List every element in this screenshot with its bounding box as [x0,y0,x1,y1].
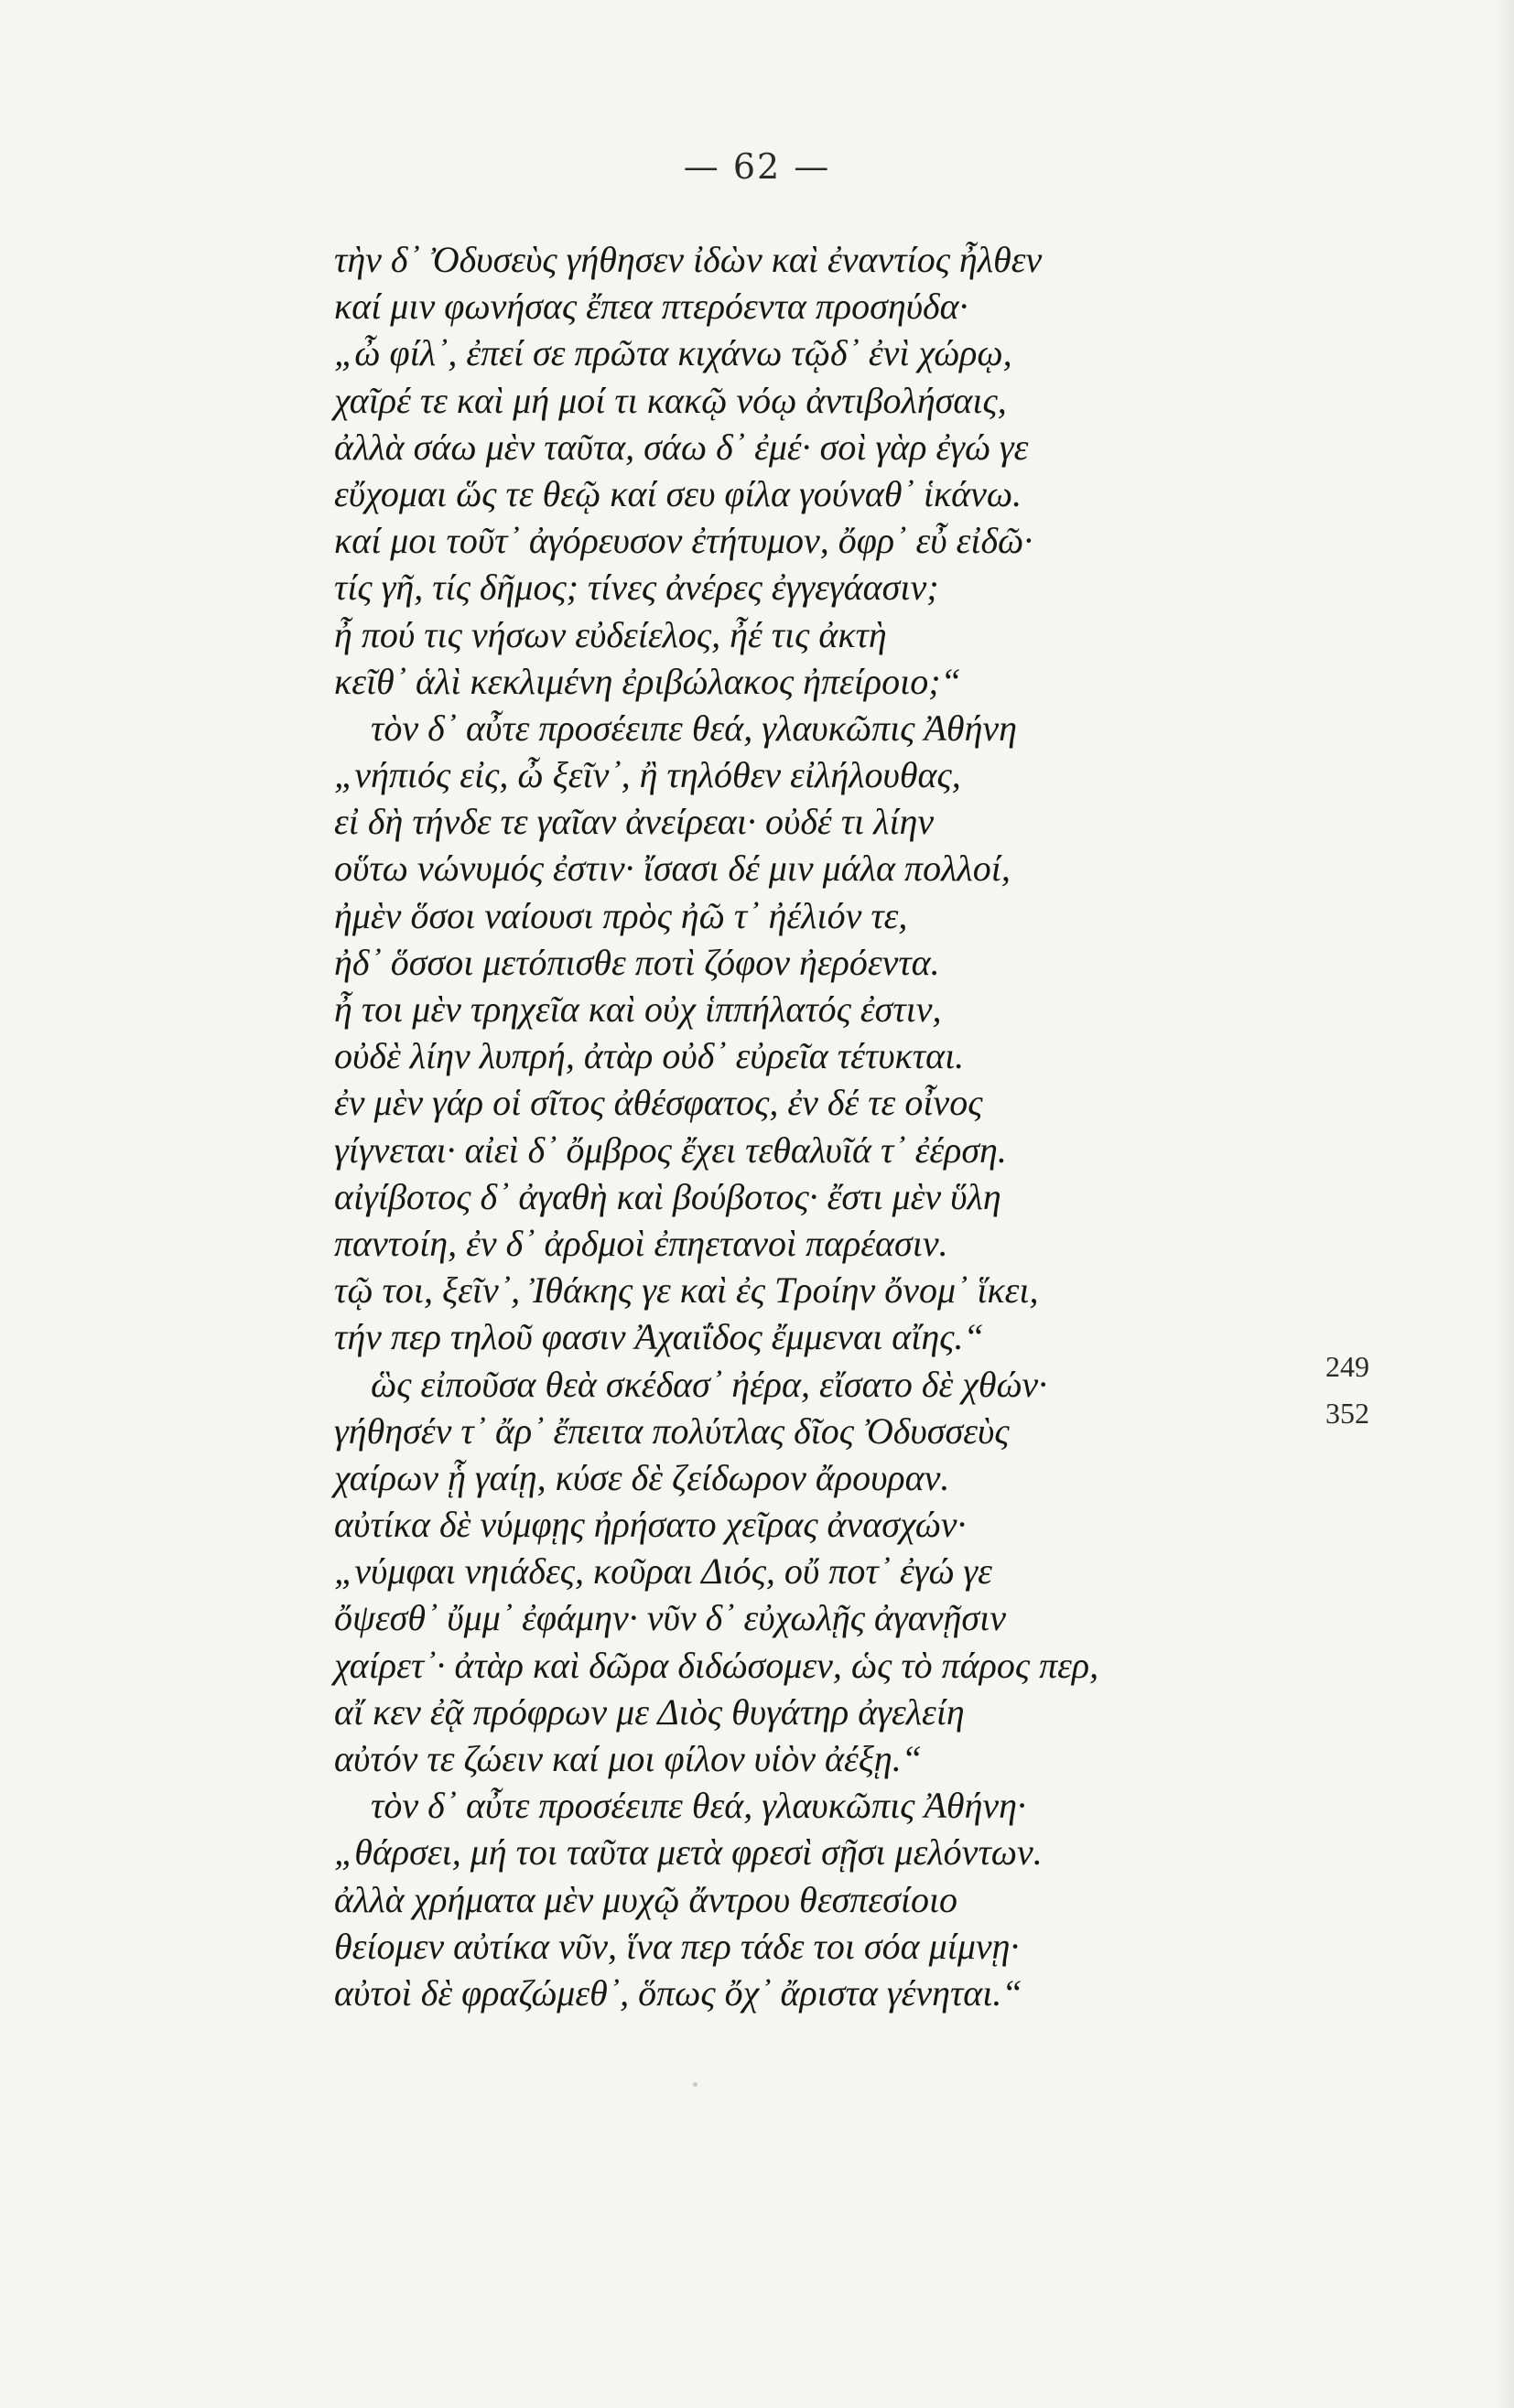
verse-line: αἰγίβοτος δ᾽ ἀγαθὴ καὶ βούβοτος· ἔστι μὲν ὕλη [334,1175,1001,1217]
verse-line: τίς γῆ, τίς δῆμος; τίνες ἀνέρες ἐγγεγάασιν; [334,567,939,609]
verse-line: „θάρσει, μή τοι ταῦτα μετὰ φρεσὶ σῇσι μελόντων. [334,1831,1043,1873]
verse-line: ἦ πού τις νήσων εὐδείελος, ἦέ τις ἀκτὴ [334,613,887,655]
verse-line: αὐτόν τε ζώειν καί μοι φίλον υἱὸν ἀέξῃ.“ [334,1738,922,1779]
verse-line: ὄψεσθ᾽ ὔμμ᾽ ἐφάμην· νῦν δ᾽ εὐχωλῇς ἀγανῇσιν [334,1597,1006,1639]
verse-line: παντοίη, ἐν δ᾽ ἀρδμοὶ ἐπηετανοὶ παρέασιν. [334,1222,948,1264]
verse-line: ὣς εἰποῦσα θεὰ σκέδασ᾽ ἠέρα, εἴσατο δὲ χθών· [371,1363,1048,1405]
verse-line: χαίρετ᾽· ἀτὰρ καὶ δῶρα διδώσομεν, ὡς τὸ πάρος περ, [334,1644,1099,1686]
verse-line: αὐτοὶ δὲ φραζώμεθ᾽, ὅπως ὄχ᾽ ἄριστα γένηται.“ [334,1971,1022,2014]
page-number: — 62 — [683,146,831,187]
verse-line: τῷ τοι, ξεῖν᾽, Ἰθάκης γε καὶ ἐς Τροίην ὄνομ᾽ ἵκει, [334,1269,1039,1312]
verse-line: καί μιν φωνήσας ἔπεα πτερόεντα προσηύδα· [334,286,968,328]
verse-line: οὕτω νώνυμός ἐστιν· ἴσασι δέ μιν μάλα πολλοί, [334,848,1011,890]
verse-line: οὐδὲ λίην λυπρή, ἀτὰρ οὐδ᾽ εὐρεῖα τέτυκται. [334,1035,965,1077]
verse-text-block [334,236,1249,2016]
verse-line: „νύμφαι νηιάδες, κοῦραι Διός, οὔ ποτ᾽ ἐγώ γε [334,1550,992,1593]
verse-line: εἰ δὴ τήνδε τε γαῖαν ἀνείρεαι· οὐδέ τι λίην [334,801,935,843]
verse-line: εὔχομαι ὥς τε θεῷ καί σευ φίλα γούναθ᾽ ἱκάνω. [334,472,1022,514]
verse-line: ἠδ᾽ ὅσσοι μετόπισθε ποτὶ ζόφον ἠερόεντα. [334,941,940,983]
verse-line: κεῖθ᾽ ἁλὶ κεκλιμένη ἐριβώλακος ἠπείροιο;“ [334,660,961,702]
margin-number: 249 [1325,1350,1369,1383]
verse-line: τὴν δ᾽ Ὀδυσεὺς γήθησεν ἰδὼν καὶ ἐναντίος ἦλθεν [334,239,1043,280]
verse-line: „ὦ φίλ᾽, ἐπεί σε πρῶτα κιχάνω τῷδ᾽ ἐνὶ χώρῳ, [334,332,1012,374]
verse-line: αἴ κεν ἐᾷ πρόφρων με Διὸς θυγάτηρ ἀγελείη [334,1690,965,1733]
verse-line: ἀλλὰ χρήματα μὲν μυχῷ ἄντρου θεσπεσίοιο [334,1878,958,1920]
verse-line: τήν περ τηλοῦ φασιν Ἀχαιΐδος ἔμμεναι αἴης.“ [334,1316,984,1358]
verse-line: ἐν μὲν γάρ οἱ σῖτος ἀθέσφατος, ἐν δέ τε οἶνος [334,1082,983,1124]
verse-line: γήθησέν τ᾽ ἄρ᾽ ἔπειτα πολύτλας δῖος Ὀδυσσεὺς [334,1409,1010,1452]
verse-line: καί μοι τοῦτ᾽ ἀγόρευσον ἐτήτυμον, ὄφρ᾽ εὖ εἰδῶ· [334,520,1033,562]
verse-line: χαίρων ᾗ γαίῃ, κύσε δὲ ζείδωρον ἄρουραν. [334,1456,950,1498]
verse-line: θείομεν αὐτίκα νῦν, ἵνα περ τάδε τοι σόα μίμνῃ· [334,1925,1020,1967]
verse-line: τὸν δ᾽ αὖτε προσέειπε θεά, γλαυκῶπις Ἀθήνη [371,707,1018,749]
verse-line: γίγνεται· αἰεὶ δ᾽ ὄμβρος ἔχει τεθαλυῖά τ᾽ ἐέρση. [334,1128,1007,1171]
verse-line: τὸν δ᾽ αὖτε προσέειπε θεά, γλαυκῶπις Ἀθήνη· [371,1785,1027,1827]
paper-speck [693,2082,698,2087]
verse-line: χαῖρέ τε καὶ μή μοί τι κακῷ νόῳ ἀντιβολήσαις, [334,379,1007,421]
verse-line: „νήπιός εἰς, ὦ ξεῖν᾽, ἢ τηλόθεν εἰλήλουθας, [334,754,961,796]
verse-line: ἠμὲν ὅσοι ναίουσι πρὸς ἠῶ τ᾽ ἠέλιόν τε, [334,894,908,936]
page-edge-shadow [1494,0,1514,2408]
margin-number: 352 [1325,1397,1369,1431]
margin-line-numbers [1325,1344,1399,1437]
verse-line: ἦ τοι μὲν τρηχεῖα καὶ οὐχ ἱππήλατός ἐστιν, [334,988,942,1030]
verse-line: αὐτίκα δὲ νύμφῃς ἠρήσατο χεῖρας ἀνασχών· [334,1504,967,1546]
verse-line: ἀλλὰ σάω μὲν ταῦτα, σάω δ᾽ ἐμέ· σοὶ γὰρ ἐγώ γε [334,426,1029,468]
